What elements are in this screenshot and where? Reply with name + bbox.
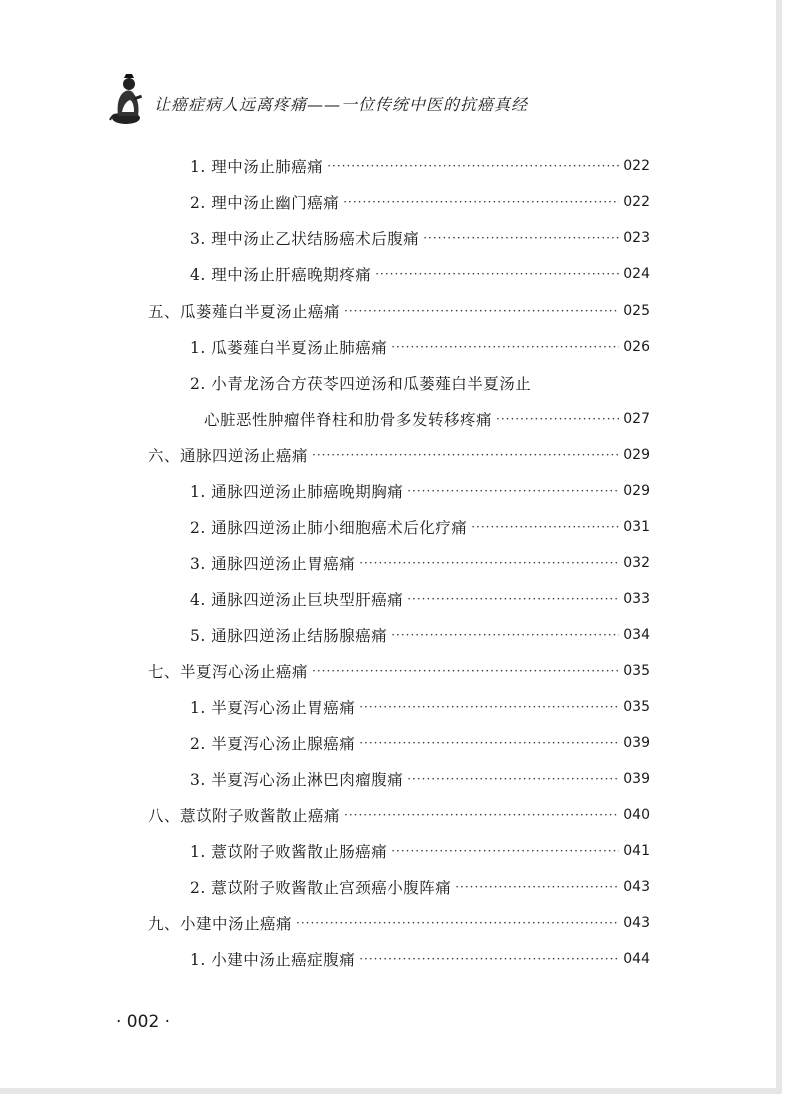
- dot-leader: [423, 225, 619, 251]
- dot-leader: [344, 298, 619, 324]
- dot-leader: [407, 766, 619, 792]
- toc-section-page: 035: [623, 663, 650, 679]
- toc-section-page: 025: [623, 303, 650, 319]
- toc-entry-label: 2. 理中汤止幽门癌痛: [190, 194, 340, 212]
- toc-entry-page: 033: [623, 591, 650, 607]
- dot-leader: [359, 550, 619, 576]
- toc-section: [148, 298, 650, 324]
- toc-entry-page: 043: [623, 879, 650, 895]
- toc-entry: [190, 189, 650, 215]
- dot-leader: [312, 442, 619, 468]
- scholar-figure-icon: [104, 68, 154, 128]
- toc-entry-label: 2. 薏苡附子败酱散止宫颈癌小腹阵痛: [190, 879, 452, 897]
- toc-entry-page: 024: [623, 266, 650, 282]
- toc-entry: [190, 766, 650, 792]
- toc-entry: [190, 153, 650, 179]
- dot-leader: [312, 658, 619, 684]
- dot-leader: [359, 694, 619, 720]
- toc-entry-page: 029: [623, 483, 650, 499]
- toc-entry-page: 031: [623, 519, 650, 535]
- toc-entry-page: 023: [623, 230, 650, 246]
- toc-entry: [190, 838, 650, 864]
- dot-leader: [327, 153, 619, 179]
- toc-section: [148, 910, 650, 936]
- toc-entry-page: 022: [623, 194, 650, 210]
- toc-entry-label: 2. 半夏泻心汤止腺癌痛: [190, 735, 356, 753]
- dot-leader: [391, 334, 619, 360]
- toc-entry-page: 039: [623, 735, 650, 751]
- dot-leader: [359, 946, 619, 972]
- toc-entry-label: 3. 半夏泻心汤止淋巴肉瘤腹痛: [190, 771, 404, 789]
- toc-entry-continuation: [204, 406, 650, 432]
- running-header: [104, 68, 604, 128]
- dot-leader: [407, 478, 619, 504]
- dot-leader: [391, 622, 619, 648]
- toc-section: [148, 802, 650, 828]
- toc-entry-page: 032: [623, 555, 650, 571]
- toc-entry-label: 心脏恶性肿瘤伴脊柱和肋骨多发转移疼痛: [204, 411, 493, 429]
- toc-entry: [190, 225, 650, 251]
- dot-leader: [391, 838, 619, 864]
- dot-leader: [344, 802, 619, 828]
- toc-entry: [190, 550, 650, 576]
- toc-entry: [190, 514, 650, 540]
- dot-leader: [455, 874, 619, 900]
- toc-entry: [190, 334, 650, 360]
- toc-entry: [190, 730, 650, 756]
- toc-entry: [190, 874, 650, 900]
- dot-leader: [407, 586, 619, 612]
- toc-section-label: 六、通脉四逆汤止癌痛: [148, 447, 309, 465]
- toc-entry: [190, 946, 650, 972]
- toc-entry-label: 5. 通脉四逆汤止结肠腺癌痛: [190, 627, 388, 645]
- toc-section-label: 五、瓜蒌薤白半夏汤止癌痛: [148, 303, 341, 321]
- toc-entry-label: 1. 半夏泻心汤止胃癌痛: [190, 699, 356, 717]
- toc-entry-label: 3. 理中汤止乙状结肠癌术后腹痛: [190, 230, 420, 248]
- toc-section-page: 029: [623, 447, 650, 463]
- toc-entry-label: 3. 通脉四逆汤止胃癌痛: [190, 555, 356, 573]
- dot-leader: [359, 730, 619, 756]
- toc-entry-page: 035: [623, 699, 650, 715]
- toc-entry: [190, 586, 650, 612]
- book-title: 让癌症病人远离疼痛: [154, 95, 308, 114]
- toc-entry: [190, 261, 650, 287]
- toc-section-label: 七、半夏泻心汤止癌痛: [148, 663, 309, 681]
- toc-entry-page: 041: [623, 843, 650, 859]
- toc-entry-page: 022: [623, 158, 650, 174]
- toc-entry-label: 1. 通脉四逆汤止肺癌晚期胸痛: [190, 483, 404, 501]
- toc-section-page: 040: [623, 807, 650, 823]
- dot-leader: [343, 189, 619, 215]
- toc-entry-page: 026: [623, 339, 650, 355]
- dot-leader: [296, 910, 619, 936]
- dot-leader: [471, 514, 619, 540]
- toc-entry-label: 1. 瓜蒌薤白半夏汤止肺癌痛: [190, 339, 388, 357]
- title-dash: ——: [307, 95, 342, 114]
- toc-entry-label: 1. 薏苡附子败酱散止肠癌痛: [190, 843, 388, 861]
- toc-entry-label: 2. 通脉四逆汤止肺小细胞癌术后化疗痛: [190, 519, 468, 537]
- book-subtitle: 一位传统中医的抗癌真经: [341, 95, 529, 114]
- toc-entry: [190, 694, 650, 720]
- toc-section: [148, 658, 650, 684]
- toc-section-label: 八、薏苡附子败酱散止癌痛: [148, 807, 341, 825]
- toc-entry-page: 044: [623, 951, 650, 967]
- toc-entry-label: 2. 小青龙汤合方茯苓四逆汤和瓜蒌薤白半夏汤止: [190, 375, 532, 393]
- toc-section-page: 043: [623, 915, 650, 931]
- toc-entry-label: 4. 理中汤止肝癌晚期疼痛: [190, 266, 372, 284]
- toc-entry-page: 039: [623, 771, 650, 787]
- header-title: [154, 92, 528, 115]
- toc-entry: [190, 622, 650, 648]
- toc-entry: [190, 478, 650, 504]
- page-number: · 002 ·: [116, 1012, 171, 1032]
- toc-section-label: 九、小建中汤止癌痛: [148, 915, 293, 933]
- toc-entry-page: 027: [623, 411, 650, 427]
- toc-entry-page: 034: [623, 627, 650, 643]
- toc-entry-label: 1. 理中汤止肺癌痛: [190, 158, 324, 176]
- toc-entry-label: 4. 通脉四逆汤止巨块型肝癌痛: [190, 591, 404, 609]
- toc-entry: [190, 370, 650, 396]
- toc-section: [148, 442, 650, 468]
- dot-leader: [496, 406, 619, 432]
- dot-leader: [375, 261, 619, 287]
- toc-entry-label: 1. 小建中汤止癌症腹痛: [190, 951, 356, 969]
